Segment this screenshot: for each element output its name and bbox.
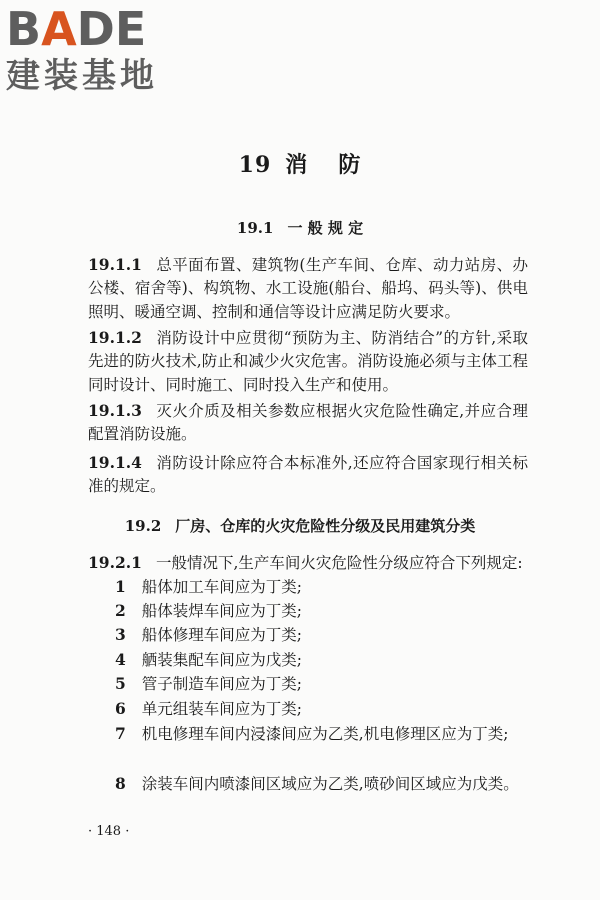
list-item bbox=[115, 697, 528, 721]
page-number: · 148 · bbox=[88, 824, 130, 839]
logo-chinese-name: 建装基地 bbox=[6, 56, 158, 96]
item-number: 7 bbox=[115, 724, 126, 743]
item-text: 船体装焊车间应为丁类; bbox=[141, 602, 303, 620]
clause-paragraph bbox=[88, 451, 528, 499]
chapter-title-part-2: 防 bbox=[338, 152, 362, 178]
clause-paragraph bbox=[88, 326, 528, 397]
clause-text: 灭火介质及相关参数应根据火灾危险性确定,并应合理配置消防设施。 bbox=[88, 402, 528, 444]
item-number: 5 bbox=[115, 674, 126, 693]
list-item bbox=[115, 648, 528, 672]
section-title: 一 般 规 定 bbox=[287, 219, 364, 237]
logo bbox=[6, 2, 186, 98]
clause-number: 19.1.3 bbox=[88, 401, 142, 420]
item-number: 1 bbox=[115, 577, 126, 596]
clause-paragraph bbox=[88, 253, 528, 324]
item-number: 4 bbox=[115, 650, 126, 669]
item-text: 涂装车间内喷漆间区域应为乙类,喷砂间区域应为戊类。 bbox=[141, 775, 519, 793]
section-title: 厂房、仓库的火灾危险性分级及民用建筑分类 bbox=[175, 517, 476, 535]
clause-number: 19.1.4 bbox=[88, 453, 142, 472]
item-text: 管子制造车间应为丁类; bbox=[141, 675, 303, 693]
clause-number: 19.1.2 bbox=[88, 328, 142, 347]
logo-wordmark: BADE bbox=[6, 2, 147, 56]
clause-paragraph bbox=[88, 399, 528, 447]
list-item bbox=[88, 772, 528, 796]
list-item bbox=[115, 575, 528, 599]
section-number: 19.2 bbox=[124, 517, 162, 535]
list-item bbox=[88, 722, 528, 746]
list-item bbox=[115, 599, 528, 623]
clause-number: 19.1.1 bbox=[88, 255, 142, 274]
clause-text: 消防设计除应符合本标准外,还应符合国家现行相关标准的规定。 bbox=[88, 454, 528, 496]
clause-paragraph bbox=[88, 551, 528, 575]
section-heading bbox=[0, 217, 600, 238]
chapter-number: 19 bbox=[238, 152, 272, 178]
item-number: 6 bbox=[115, 699, 126, 718]
item-text: 单元组装车间应为丁类; bbox=[141, 700, 303, 718]
item-text: 船体加工车间应为丁类; bbox=[141, 578, 303, 596]
item-text: 机电修理车间内浸漆间应为乙类,机电修理区应为丁类; bbox=[141, 725, 509, 743]
item-text: 舾装集配车间应为戊类; bbox=[141, 651, 303, 669]
chapter-title bbox=[0, 148, 600, 179]
item-number: 3 bbox=[115, 625, 126, 644]
list-item bbox=[115, 672, 528, 696]
chapter-title-part-1: 消 bbox=[285, 152, 309, 178]
clause-number: 19.2.1 bbox=[88, 553, 142, 572]
clause-text: 总平面布置、建筑物(生产车间、仓库、动力站房、办公楼、宿舍等)、构筑物、水工设施(船台、船坞、码头等)、供电照明、暖通空调、控制和通信等设计应满足防火要求。 bbox=[88, 256, 528, 321]
section-heading bbox=[0, 515, 600, 536]
clause-text: 一般情况下,生产车间火灾危险性分级应符合下列规定: bbox=[155, 554, 523, 572]
section-number: 19.1 bbox=[236, 219, 274, 237]
clause-text: 消防设计中应贯彻“预防为主、防消结合”的方针,采取先进的防火技术,防止和减少火灾危害。消防设施必须与主体工程同时设计、同时施工、同时投入生产和使用。 bbox=[88, 329, 528, 394]
item-number: 2 bbox=[115, 601, 126, 620]
list-item bbox=[115, 623, 528, 647]
item-text: 船体修理车间应为丁类; bbox=[141, 626, 303, 644]
item-number: 8 bbox=[115, 774, 126, 793]
